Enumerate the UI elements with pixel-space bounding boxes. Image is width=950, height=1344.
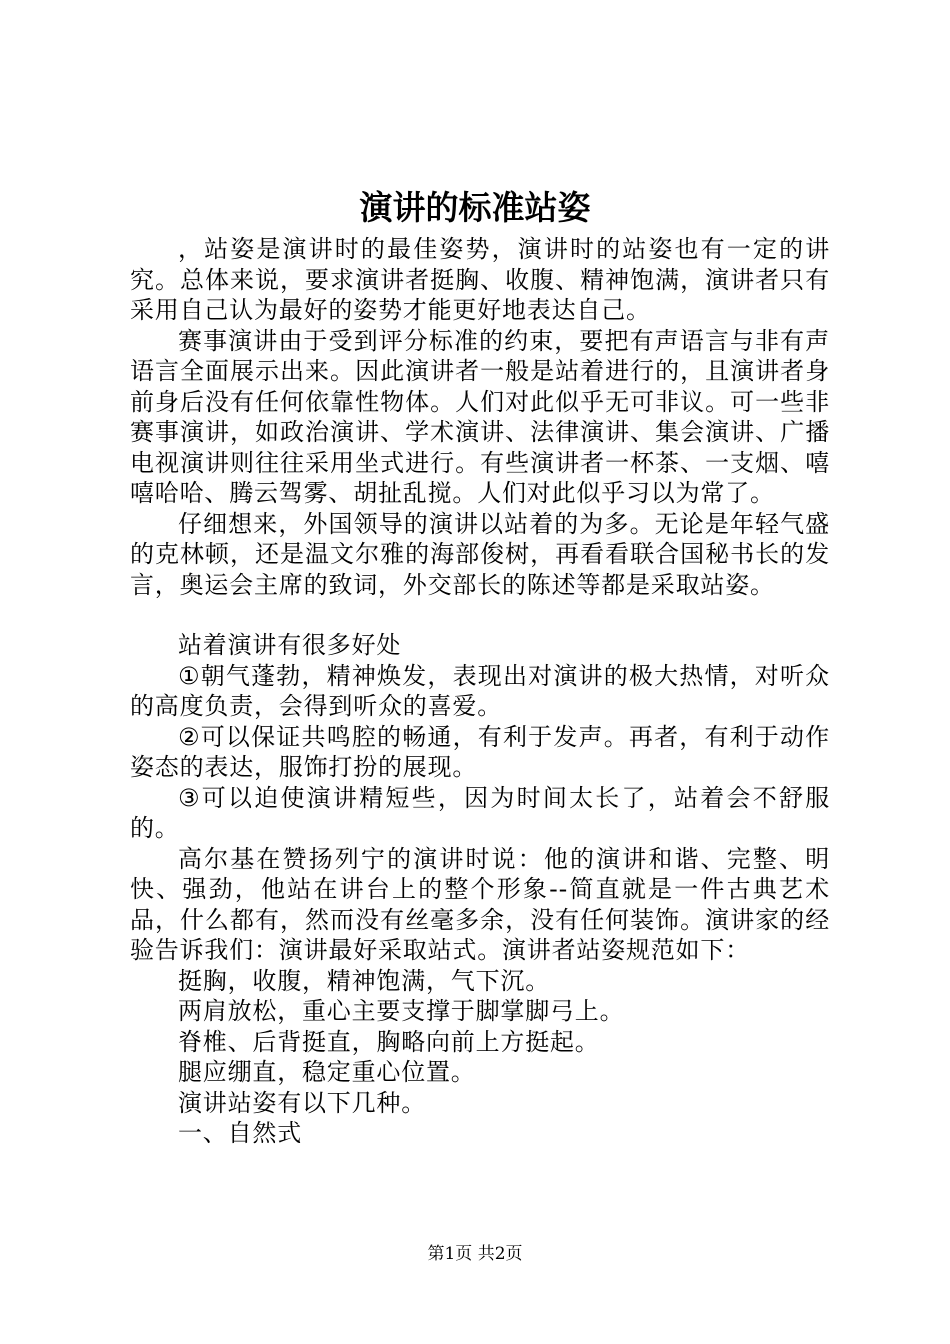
paragraph: ，站姿是演讲时的最佳姿势，演讲时的站姿也有一定的讲究。总体来说，要求演讲者挺胸、收腹、精神饱满，演讲者只有采用自己认为最好的姿势才能更好地表达自己。 [130,235,830,324]
paragraph: 腿应绷直，稳定重心位置。 [178,1058,476,1086]
paragraph: ②可以保证共鸣腔的畅通，有利于发声。再者，有利于动作姿态的表达，服饰打扮的展现。 [130,722,830,781]
paragraph: 挺胸，收腹，精神饱满，气下沉。 [178,966,550,995]
paragraph: 高尔基在赞扬列宁的演讲时说：他的演讲和谐、完整、明快、强劲，他站在讲台上的整个形象--简直就是一件古典艺术品，什么都有，然而没有丝毫多余，没有任何装饰。演讲家的经验告诉我们：演讲最好采取站式。演讲者站姿规范如下： [130,844,830,964]
paragraph: 站着演讲有很多好处 [178,631,402,659]
document-title: 演讲的标准站姿 [359,188,591,227]
paragraph: 仔细想来，外国领导的演讲以站着的为多。无论是年轻气盛的克林顿，还是温文尔雅的海部俊树，再看看联合国秘书长的发言，奥运会主席的致词，外交部长的陈述等都是采取站姿。 [130,509,830,599]
page-footer: 第1页 共2页 [427,1244,523,1264]
document-body [130,234,830,1149]
paragraph: ③可以迫使演讲精短些，因为时间太长了，站着会不舒服的。 [130,783,830,842]
paragraph: 赛事演讲由于受到评分标准的约束，要把有声语言与非有声语言全面展示出来。因此演讲者一般是站着进行的，且演讲者身前身后没有任何依靠性物体。人们对此似乎无可非议。可一些非赛事演讲，如政治演讲、学术演讲、法律演讲、集会演讲、广播电视演讲则往往采用坐式进行。有些演讲者一杯茶、一支烟、嘻嘻哈哈、腾云驾雾、胡扯乱搅。人们对此似乎习以为常了。 [130,326,830,507]
paragraph: 演讲站姿有以下几种。 [178,1088,426,1117]
paragraph: 脊椎、后背挺直，胸略向前上方挺起。 [178,1027,600,1056]
paragraph: ①朝气蓬勃，精神焕发，表现出对演讲的极大热情，对听众的高度负责，会得到听众的喜爱。 [130,661,830,720]
paragraph: 两肩放松，重心主要支撑于脚掌脚弓上。 [178,997,625,1025]
paragraph: 一、自然式 [178,1119,302,1147]
